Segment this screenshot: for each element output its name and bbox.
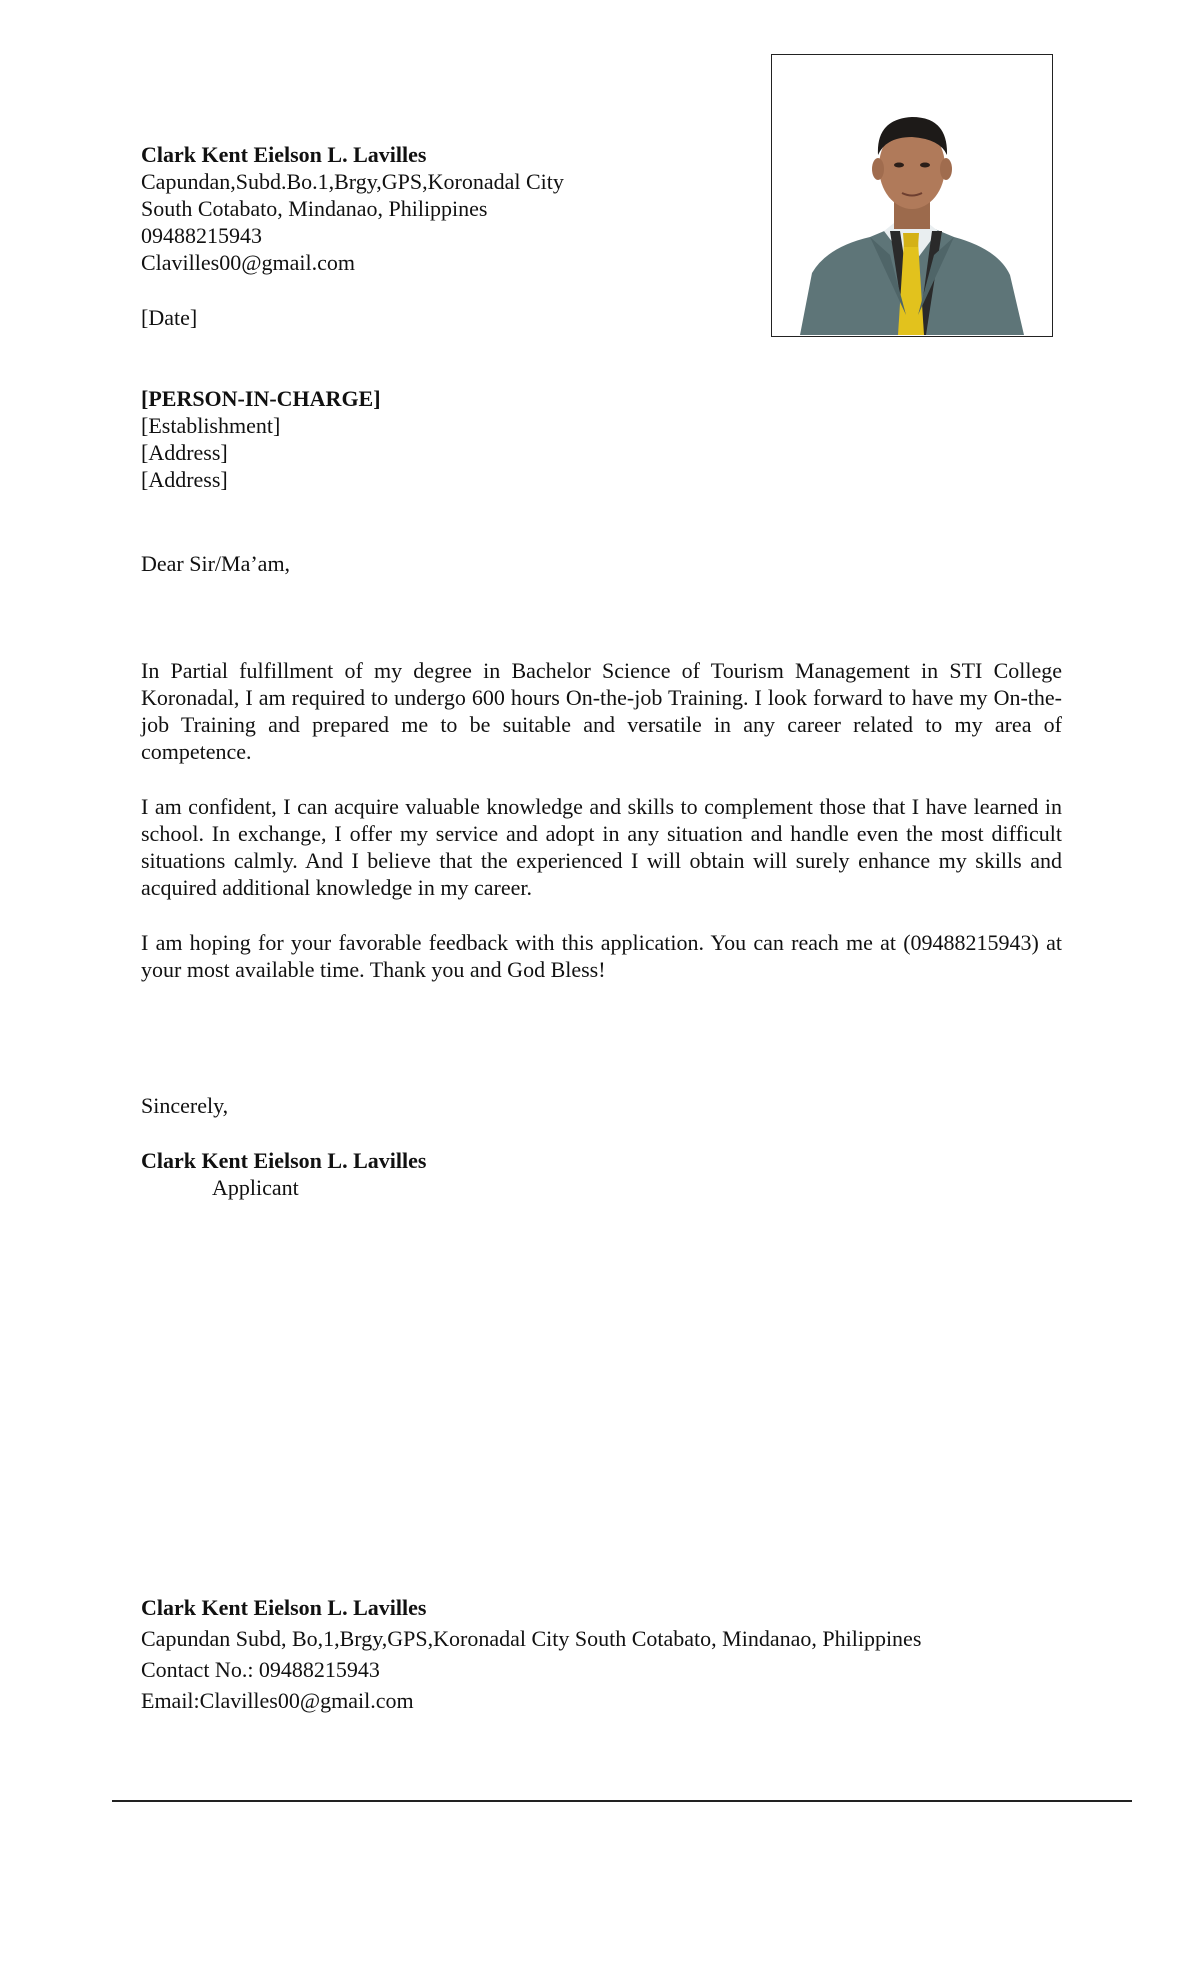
sender-phone: 09488215943 xyxy=(141,223,262,248)
applicant-portrait-image xyxy=(772,55,1051,335)
body-paragraph-1: In Partial fulfillment of my degree in Bachelor Science of Tourism Management in STI College Koronadal, I am required to undergo 600 hours On-the-job Training. I look forward to have my On-the-job Training and prepared me to be suitable and versatile in any career related to my area of competence. xyxy=(141,658,1062,764)
recipient-address-line-2: [Address] xyxy=(141,467,228,492)
sender-address-line-1: Capundan,Subd.Bo.1,Brgy,GPS,Koronadal City xyxy=(141,169,564,194)
footer-name: Clark Kent Eielson L. Lavilles xyxy=(141,1595,427,1620)
applicant-photo xyxy=(771,54,1053,337)
recipient-establishment: [Establishment] xyxy=(141,413,281,438)
body-paragraph-3: I am hoping for your favorable feedback with this application. You can reach me at (09488215943) at your most available time. Thank you and God Bless! xyxy=(141,930,1062,982)
footer-divider xyxy=(112,1800,1132,1802)
body-paragraph-2: I am confident, I can acquire valuable knowledge and skills to complement those that I have learned in school. In exchange, I offer my service and adopt in any situation and handle even the most difficult situations calmly. And I believe that the experienced I will obtain will surely enhance my skills and acquired additional knowledge in my career. xyxy=(141,794,1062,900)
footer-contact-block xyxy=(141,1592,921,1716)
sender-block xyxy=(141,141,564,276)
sender-email: Clavilles00@gmail.com xyxy=(141,250,355,275)
signature-role: Applicant xyxy=(212,1175,299,1200)
sender-address-line-2: South Cotabato, Mindanao, Philippines xyxy=(141,196,488,221)
recipient-block xyxy=(141,385,381,493)
letter-date: [Date] xyxy=(141,305,198,330)
footer-email: Email:Clavilles00@gmail.com xyxy=(141,1688,414,1713)
salutation: Dear Sir/Ma’am, xyxy=(141,551,291,576)
closing: Sincerely, xyxy=(141,1093,229,1118)
sender-name: Clark Kent Eielson L. Lavilles xyxy=(141,142,427,167)
recipient-person: [PERSON-IN-CHARGE] xyxy=(141,386,381,411)
signature-name: Clark Kent Eielson L. Lavilles xyxy=(141,1148,427,1173)
recipient-address-line-1: [Address] xyxy=(141,440,228,465)
footer-address: Capundan Subd, Bo,1,Brgy,GPS,Koronadal City South Cotabato, Mindanao, Philippines xyxy=(141,1626,922,1651)
footer-contact: Contact No.: 09488215943 xyxy=(141,1657,380,1682)
